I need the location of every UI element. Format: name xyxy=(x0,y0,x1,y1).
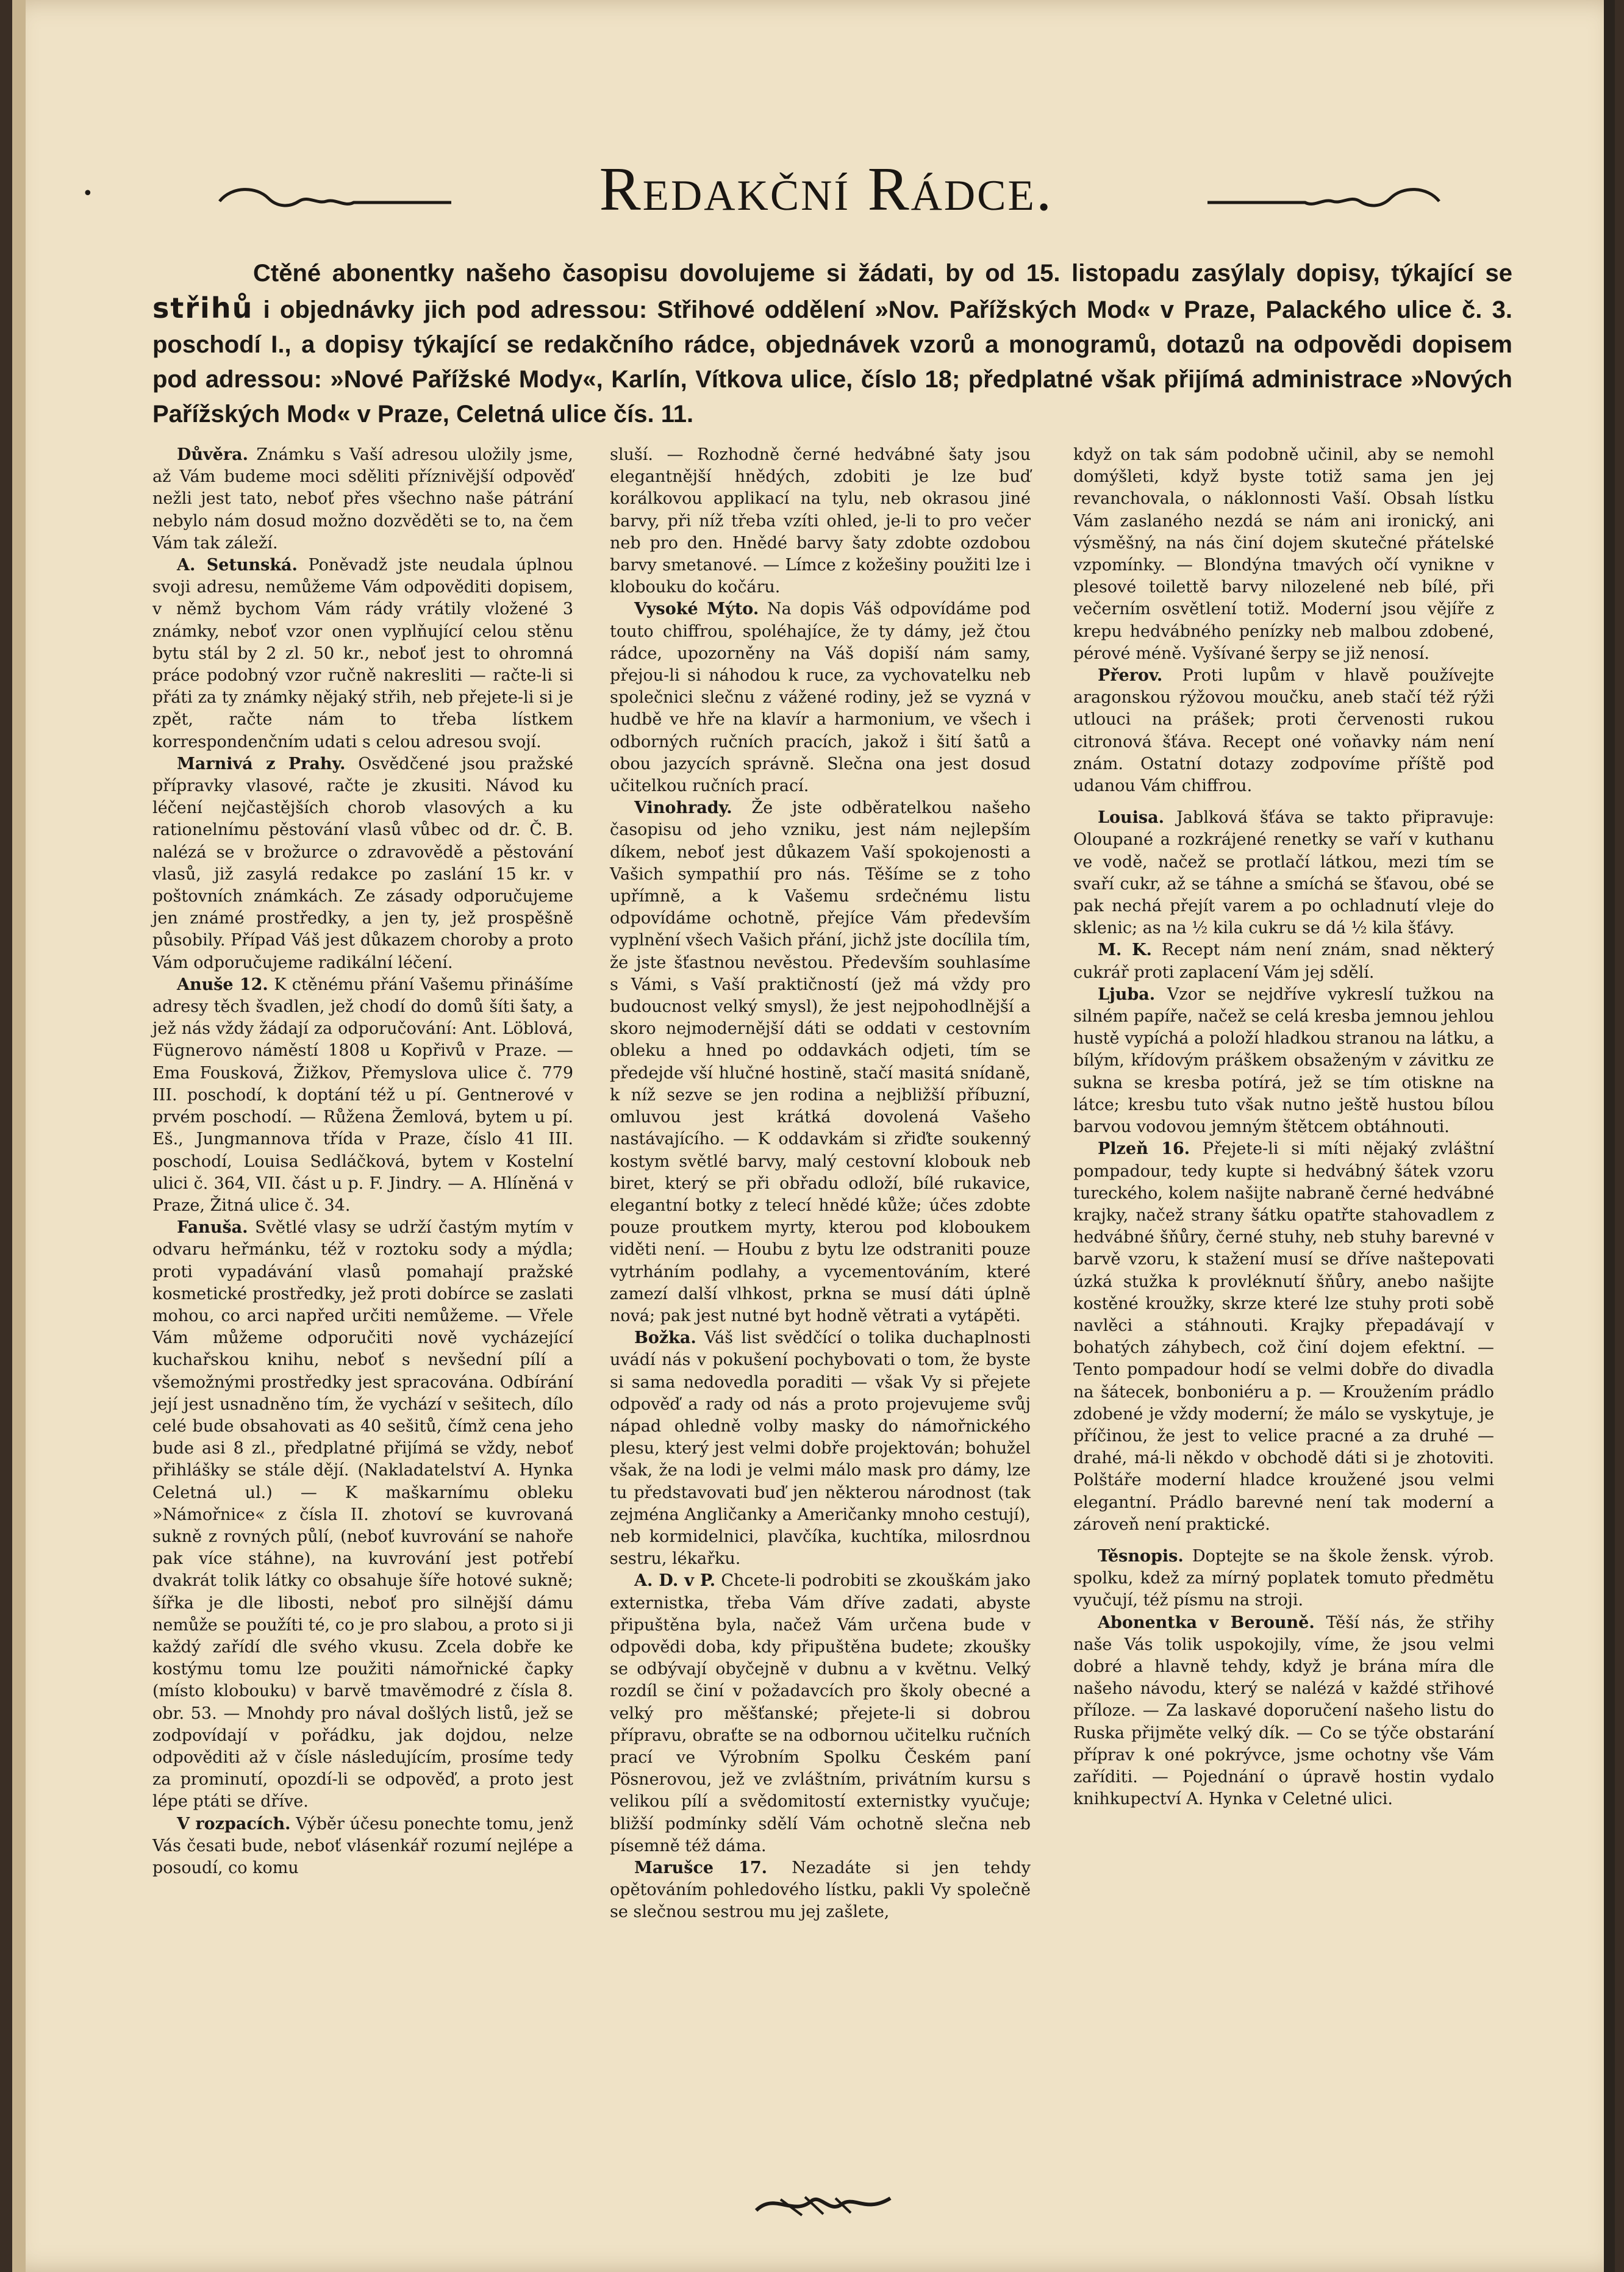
reply-text: Že jste odběratelkou našeho časopisu od jeho vzniku, jest nám nejlepším díkem, neboť jest důkazem Vaší spokojenosti a Vašich sympathií pro nás. Těšíme se z toho upřímně, a k Vašemu srdečnému listu odpovídáme ochotně, přejíce Vám především vyplnění všech Vašich přání, jichž jste docílila tím, že jste šťastnou nevěstou. Především souhlasíme s Vámi, s Vaší praktičností (jež má vždy pro budoucnost velký smysl), že jest nejpohodlnější a skoro nejmodernější dáti se oddati v cestovním obleku a hned po oddavkách odjeti, tím se předejde vší hlučné hostině, stačí masitá snídaně, k níž sezve se jen rodina a nejbližší příbuzní, omluvou jest krátká dovolená Vašeho nastávajícího. — K oddavkám si zřiďte soukenný kostym světlé barvy, malý cestovní klobouk neb biret, který se při obřadu odloží, bílé rukavice, elegantní botky z telecí hnědé kůže; účes zdobte pouze proutkem myrty, kterou pod kloboukem viděti není. — Houbu z bytu lze odstraniti pouze vytrháním podlahy, a vycementováním, které zamezí další vlhkost, prkna se musí dáti úplně nová; pak jest nutné byt hodně větrati a vytápěti. xyxy=(610,798,1031,1325)
reply-addressee: Marušce 17. xyxy=(634,1858,768,1877)
reply-text: Výběr účesu ponechte tomu, jenž Vás česati bude, neboť vlásenkář rozumí nejlépe a posoudí, co komu xyxy=(152,1814,573,1877)
reply-entry xyxy=(1073,939,1494,983)
binding-edge xyxy=(12,0,26,2272)
reply-entry xyxy=(1073,807,1494,939)
reply-entry xyxy=(1073,984,1494,1138)
reply-addressee: Důvěra. xyxy=(177,445,249,464)
column-3 xyxy=(1073,444,1494,1810)
reply-text: Jablková šťáva se takto připravuje: Oloupané a rozkrájené renetky se vaří v kuthanu ve vodě, načež se protlačí látkou, mezi tím se svaří cukr, až se táhne a smíchá se šťavou, obé se pak nechá přejít varem a po ochladnutí vleje do sklenic; as na ½ kila cukru se dá ½ kila šťávy. xyxy=(1073,808,1494,938)
reply-addressee: Abonentka v Berouně. xyxy=(1098,1613,1315,1632)
reply-entry xyxy=(1073,1612,1494,1811)
reply-entry xyxy=(1073,665,1494,797)
reply-addressee: M. K. xyxy=(1098,941,1152,960)
closing-fleuron-ornament xyxy=(744,2186,903,2223)
reply-text: když on tak sám podobně učinil, aby se nemohl domýšleti, když byste totiž sama jen jej revanchovala, o náklonnosti Vaší. Obsah lístku Vám zaslaného nezdá se nám ani ironický, ani výsměšný, na nás činí dojem skutečné přátelské vzpomínky. — Blondýna tmavých očí vynikne v plesové toilettě barvy nilozelené neb bílé, při večerním osvětlení totiž. Moderní jsou vějíře z krepu hedvábného penízky neb malbou zdobené, pérové méně. Vyšívané šerpy se již nenosí. xyxy=(1073,445,1494,663)
reply-addressee: Marnivá z Prahy. xyxy=(177,754,346,773)
reply-addressee: Anuše 12. xyxy=(177,975,268,994)
reply-addressee: Vysoké Mýto. xyxy=(634,600,759,619)
reply-text: Na dopis Váš odpovídáme pod touto chiffrou, spoléhajíce, že ty dámy, jež čtou rádce, upozorněny na Váš dopiší nám samy, přejou-li si náhodou k ruce, za vychovatelku neb společnici slečnu z vážené rodiny, jež se vyzná v hudbě ve hře na klavír a harmonium, ve všech i odborných ručních pracích, jakož i šití šatů a obou jazycích správně. Slečna ona jest dosud učitelkou ručních prací. xyxy=(610,600,1031,796)
notice-text-2: i objednávky jich pod adressou: Střihové oddělení »Nov. Pařížských Mod« v Praze, Palackého ulice č. 3. poschodí I., a dopisy týkající se redakčního rádce, objednávek vzorů a monogramů, dotazů na odpovědi dopisem pod adressou: »Nové Pařížské Mody«, Karlín, Vítkova ulice, číslo 18; předplatné však přijímá administrace »Nových Pařížských Mod« v Praze, Celetná ulice čís. 11. xyxy=(152,296,1512,428)
column-2 xyxy=(610,444,1031,1924)
reply-entry xyxy=(610,1857,1031,1924)
reply-text: Světlé vlasy se udrží častým mytím v odvaru heřmánku, též v roztoku sody a mýdla; proti vypadávání vlasů pomahají pražské kosmetické prostředky, jež proti dobírce se zaslati mohou, co arci napřed určiti nemůžeme. — Vřele Vám můžeme odporučiti nově vycházející kuchařskou knihu, neboť s nevšední pílí a všemožnými prostředky jest spracována. Odbírání její jest usnadněno tím, že vychází v sešitech, dílo celé bude obsahovati as 40 sešitů, čímž cena jeho bude asi 8 zl., předplatné přijímá se vždy, neboť přihlášky se stále dějí. (Nakladatelství A. Hynka Celetná ul.) — K maškarnímu obleku »Námořnice« z čísla II. zhotoví se kuvrovaná sukně z rovných půlí, (neboť kuvrování se nahoře pak více stáhne), na kuvrování jest potřebí dvakrát tolik látky co obsahuje šíře hotové sukně; šířka je dle libosti, neboť pro silnější dámu nemůže se použíti té, co je pro slabou, a proto si ji každý zařídí dle svého vkusu. Zcela dobře ke kostýmu tomu lze použiti námořnické čapky (místo klobouku) v barvě tmavěmodré z čísla 8. obr. 53. — Mnohdy pro nával došlých listů, jež se zodpovídají v pořádku, jak dojdou, nelze odpověditi až v čísle následujícím, prosíme tedy za prominutí, opozdí-li se odpověď, a proto jest lépe ptáti se dříve. xyxy=(152,1218,573,1812)
reply-text: Doptejte se na škole žensk. výrob. spolku, kdež za mírný poplatek tomuto předmětu vyučují, též písmu na stroji. xyxy=(1073,1546,1494,1610)
reply-text: Recept nám není znám, snad některý cukrář proti zaplacení Vám jej sdělí. xyxy=(1073,941,1494,982)
reply-addressee: Fanuša. xyxy=(177,1218,248,1238)
reply-addressee: Ljuba. xyxy=(1098,984,1156,1004)
reply-text: Nezadáte si jen tehdy opětováním pohledového lístku, pakli Vy společně se slečnou sestrou mu jej zašlete, xyxy=(610,1858,1031,1922)
column-1 xyxy=(152,444,573,1879)
reply-entry xyxy=(610,1327,1031,1570)
page xyxy=(12,0,1615,2272)
reply-entry xyxy=(610,1570,1031,1857)
reply-addressee: A. Setunská. xyxy=(177,556,298,575)
margin-dot: • xyxy=(82,183,93,204)
reply-text: sluší. — Rozhodně černé hedvábné šaty jsou elegantnější hnědých, zdobiti je lze buď korálkovou applikací na tylu, neb okrasou jiné barvy, při níž třeba vzíti ohled, je-li to pro večer neb pro den. Hnědé barvy šaty zdobte ozdobou barvy smetanové. — Límce z kožešiny použiti lze i klobouku do kočáru. xyxy=(610,445,1031,597)
reply-text: Chcete-li podrobiti se zkouškám jako externistka, třeba Vám dříve zadati, abyste připuštěna byla, načež Vám určena bude v odpovědi doba, kdy připuštěna budete; zkoušky se odbývají obyčejně v dubnu a v květnu. Velký rozdíl se činí v požadavcích pro školy obecné a velký pro měšťanské; přejete-li si dobrou přípravu, obraťte se na odbornou učitelku ručních prací ve Výrobním Spolku Českém paní Pösnerovou, jež ve zvláštním, privátním kursu s velikou pílí a svědomitostí externistky vyučuje; bližší podmínky sdělí Vám ochotně slečna neb písemně též dáma. xyxy=(610,1571,1031,1855)
reply-text: Proti lupům v hlavě používejte aragonskou rýžovou moučku, aneb stačí též rýži utlouci na prášek; proti červenosti rukou citronová šťáva. Recept oné voňavky nám není znám. Ostatní dotazy zodpovíme příště pod udanou Vám chiffrou. xyxy=(1073,666,1494,796)
reply-addressee: V rozpacích. xyxy=(177,1814,291,1833)
reply-entry xyxy=(152,753,573,974)
reply-addressee: Přerov. xyxy=(1098,666,1163,686)
reply-entry-continued xyxy=(1073,444,1494,665)
reply-entry xyxy=(152,554,573,753)
page-edge-right xyxy=(1604,0,1615,2272)
reply-addressee: A. D. v P. xyxy=(634,1571,716,1591)
reply-entry xyxy=(152,444,573,554)
reply-entry xyxy=(152,1813,573,1880)
notice-text-1: Ctěné abonentky našeho časopisu dovolujeme si žádati, by od 15. listopadu zasýlaly dopisy, týkající se xyxy=(253,260,1512,287)
reply-text: Poněvadž jste neudala úplnou svoji adresu, nemůžeme Vám odpověditi dopisem, v němž bychom Vám rády vrátily vložené 3 známky, neboť vzor onen vyplňující celou stěnu bytu stál by 2 zl. 50 kr., neboť jest to ohromná práce podobný vzor ručně nakresliti — račte-li si přáti za ty známky nějaký střih, neb přejete-li si je zpět, račte nám to třeba lístkem korrespondenčním udati s celou adresou svojí. xyxy=(152,556,573,751)
reply-addressee: Těsnopis. xyxy=(1098,1546,1184,1566)
subscriber-notice xyxy=(152,256,1512,432)
reply-text: Přejete-li si míti nějaký zvláštní pompadour, tedy kupte si hedvábný šátek vzoru tureckého, kolem našijte nabraně černé hedvábné krajky, načež strany šátku opatřte stahovadlem z hedvábné šňůry, černé stuhy, neb stuhy barevné v barvě vzoru, k stažení musí se dříve naštepovati úzká stužka k provléknutí šňůry, anebo našijte kostěné kroužky, skrze které lze stuhy proti sobě navlěci a stáhnouti. Krajky přepadávají v bohatých záhybech, což činí dojem efektní. — Tento pompadour hodí se velmi dobře do divadla na šátecek, bonboniéru a p. — Kroužením prádlo zdobené je vždy moderní; že málo se vyskytuje, je příčinou, že jest to velice pracné a za druhé — drahé, má-li někdo v obchodě dáti si je zhotoviti. Polštáře moderní hladce kroužené jsou velmi elegantní. Prádlo barevné není tak moderní a zároveň není praktické. xyxy=(1073,1139,1494,1534)
reply-addressee: Vinohrady. xyxy=(634,798,732,818)
reply-entry xyxy=(1073,1138,1494,1536)
reply-entry xyxy=(152,974,573,1217)
reply-entry xyxy=(152,1217,573,1813)
reply-text: Váš list svědčící o tolika duchaplnosti uvádí nás v pokušení pochybovati o tom, že byste si sama nedovedla poraditi — však Vy si přejete odpověď a rady od nás a proto projevujeme svůj nápad ohledně volby masky do námořnického plesu, který jest velmi dobře projektován; bohužel však, že na lodi je velmi málo mask pro dámy, lze tu představovati buď jen některou národnost (tak zejména Angličanky a Američanky mnoho cestují), neb kormidelnici, plavčíka, kuchtíka, milosrdnou sestru, lékařku. xyxy=(610,1328,1031,1569)
masthead xyxy=(140,146,1512,224)
reply-entry xyxy=(1073,1546,1494,1612)
reply-addressee: Božka. xyxy=(634,1328,696,1348)
reply-text: K ctěnému přání Vašemu přinášíme adresy těch švadlen, jež chodí do domů šíti šaty, a jež nás vždy žádají za odporučování: Ant. Löblová, Fügnerovo náměstí 1808 u Kopřivů v Praze. — Ema Fousková, Žižkov, Přemyslova ulice č. 779 III. poschodí, k doptání též u pí. Gentnerové v prvém poschodí. — Růžena Žemlová, bytem u pí. Eš., Jungmannova třída v Praze, číslo 41 III. poschodí, Louisa Sedláčková, bytem v Kostelní ulici č. 364, VII. část u p. F. Jindry. — A. Hlíněná v Praze, Žitná ulice č. 34. xyxy=(152,975,573,1215)
reply-text: Vzor se nejdříve vykreslí tužkou na silném papíře, načež se celá kresba jemnou jehlou hustě vypíchá a položí hladkou stranou na látku, a bílým, křídovým práškem obsaženým v závitku ze sukna se kresba potírá, jež se tím otiskne na látce; kresbu tuto však nutno ještě hustou bílou barvou vodovou jemným štětcem obtáhnouti. xyxy=(1073,984,1494,1137)
reply-text: Osvědčené jsou pražské přípravky vlasové, račte je zkusiti. Návod ku léčení nejčastějších chorob vlasových a ku rationelnímu pěstování vlasů vůbec od dr. Č. B. nalézá se v brožurce o zdravovědě a pěstování vlasů, již zasylá redakce po zaslání 15 kr. v poštovních známkách. Ze zásady odporučujeme jen známé prostředky, a jen ty, jež prospěšně působily. Případ Váš jest důkazem choroby a proto Vám odporučujeme radikální léčení. xyxy=(152,754,573,972)
reply-addressee: Plzeň 16. xyxy=(1098,1139,1190,1159)
reply-addressee: Louisa. xyxy=(1098,808,1164,828)
reply-entry xyxy=(610,598,1031,797)
reply-entry-continued xyxy=(610,444,1031,598)
page-title: Redakční Rádce. xyxy=(599,155,1054,224)
notice-emphasis: střihů xyxy=(152,292,254,324)
reply-entry xyxy=(610,797,1031,1327)
reply-text: Známku s Vaší adresou uložily jsme, až Vám budeme moci sděliti příznivější odpověď nežli jest tato, neboť přes všechno naše pátrání nebylo nám dosud možno dozvěděti se to, na čem Vám tak záleží. xyxy=(152,445,573,553)
right-flourish-ornament xyxy=(1201,183,1445,220)
reply-text: Těší nás, že střihy naše Vás tolik uspokojily, víme, že jsou velmi dobré a hlavně tehdy, když je brána míra dle našeho návodu, který se nalézá v každé střihové příloze. — Za laskavé doporučení našeho listu do Ruska přijměte velký dík. — Co se týče obstarání příprav k oné pokrývce, jsme ochotny vše Vám zaříditi. — Pojednání o úpravě hostin vydalo knihkupectví A. Hynka v Celetné ulici. xyxy=(1073,1613,1495,1809)
page-content xyxy=(82,0,1512,2272)
